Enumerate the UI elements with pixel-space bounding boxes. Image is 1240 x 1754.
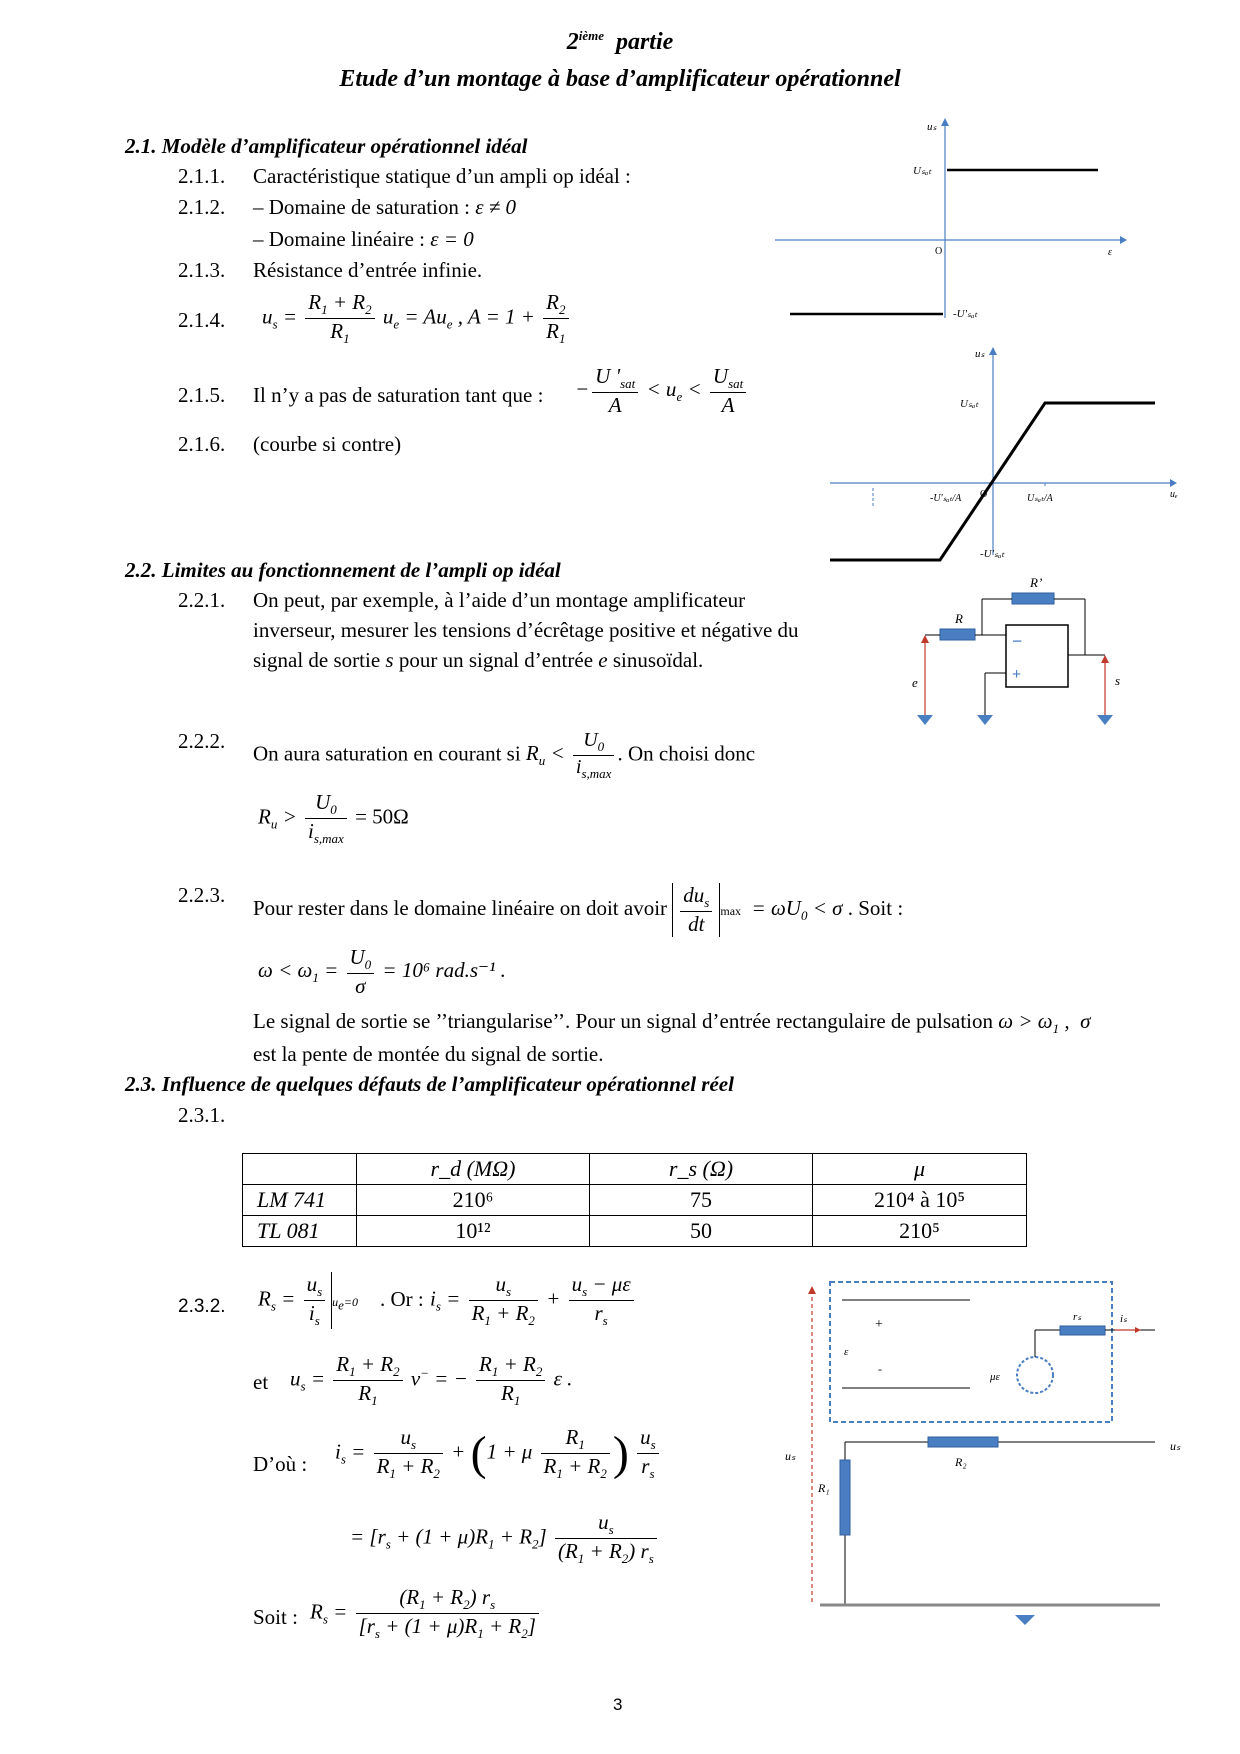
- header-cell: [243, 1154, 357, 1185]
- xneg-label: -U'ₛₐₜ/A: [930, 493, 962, 504]
- r2-resistor: [928, 1437, 998, 1447]
- section-2-3-title: 2.3. Influence de quelques défauts de l’amplificateur opérationnel réel: [125, 1072, 734, 1096]
- inverting-amplifier-schematic: [900, 575, 1130, 735]
- us-right-label: uₛ: [1170, 1439, 1181, 1453]
- table-cell: 210⁵: [813, 1216, 1027, 1247]
- feedback-resistor: [1012, 593, 1054, 604]
- usat-label: Uₛₐₜ: [913, 165, 932, 177]
- et-text: et: [253, 1370, 269, 1394]
- input-resistor: [940, 629, 975, 640]
- item-2-1-5-text: Il n’y a pas de saturation tant que :: [253, 383, 544, 407]
- s-label: s: [1115, 673, 1121, 688]
- is-label: iₛ: [1120, 1313, 1128, 1325]
- item-2-2-2-num: 2.2.2.: [178, 729, 226, 753]
- e-label: e: [912, 675, 918, 690]
- y-axis-label: uₛ: [975, 348, 985, 360]
- transfer-characteristic-graph: [830, 345, 1185, 565]
- us-equation: $u_s$ = $\frac{R_1 + R_2}{R_1}$ v− = − $\frac{R_1 + R_2}{R_1}$ ε .: [290, 1352, 573, 1409]
- table-row: [243, 1185, 1027, 1216]
- minus-sign: -: [878, 1362, 882, 1376]
- neg-usat-label: -U'ₛₐₜ: [953, 308, 978, 320]
- ground-symbol: [977, 715, 993, 725]
- item-2-1-2-num: 2.1.2.: [178, 195, 226, 219]
- rs-result-equation: $R_s$ = $\frac{(R_1 + R_2) r_s}{[r_s + (1 + \mu)R_1 + R_2]}$: [310, 1585, 542, 1642]
- is-factored-equation: = $[r_s + (1 + \mu)R_1 + R_2]$ $\frac{u_s}{(R_1 + R_2) r_s}$: [350, 1510, 660, 1567]
- item-2-1-5-num: 2.1.5.: [178, 383, 226, 407]
- ground-symbol: [917, 715, 933, 725]
- section-2-1-title: 2.1. Modèle d’amplificateur opérationnel idéal: [125, 134, 528, 158]
- document-subtitle: Etude d’un montage à base d’amplificateur opérationnel: [339, 66, 901, 92]
- ground-symbol: [1097, 715, 1113, 725]
- eps-label: ε: [844, 1346, 849, 1358]
- or-text: . Or :: [380, 1287, 424, 1311]
- item-2-2-3-num: 2.2.3.: [178, 883, 226, 907]
- rs-resistor: [1060, 1326, 1105, 1335]
- table-cell: 10¹²: [357, 1216, 590, 1247]
- table-header-row: [243, 1154, 1027, 1185]
- x-axis-label: uₑ: [1170, 489, 1178, 500]
- item-2-1-6-text: (courbe si contre): [253, 432, 402, 456]
- rprime-label: R’: [1030, 575, 1043, 590]
- header-cell: r_s (Ω): [590, 1154, 813, 1185]
- soit-text: Soit :: [253, 1605, 298, 1629]
- header-cell: r_d (MΩ): [357, 1154, 590, 1185]
- item-2-1-6-num: 2.1.6.: [178, 432, 226, 456]
- ground-symbol: [1015, 1615, 1035, 1625]
- item-2-1-1-text: Caractéristique statique d’un ampli op idéal :: [253, 164, 631, 188]
- item-2-1-5-equation: − $\frac{U '_{sat}}{A}$ < $u_e$ < $\frac{U_{sat}}{A}$: [575, 364, 749, 418]
- controlled-source: [1017, 1357, 1053, 1393]
- table-cell: LM 741: [243, 1185, 357, 1216]
- item-2-1-3-text: Résistance d’entrée infinie.: [253, 258, 483, 282]
- omega-equation: $\omega < \omega_1$ = $\frac{U_0}{\sigma}$ = 10⁶ rad.s⁻¹ .: [258, 945, 506, 999]
- neg-usat-label: -U'ₛₐₜ: [980, 548, 1005, 560]
- item-2-1-4-num: 2.1.4.: [178, 308, 226, 332]
- table-cell: 75: [590, 1185, 813, 1216]
- is-result-equation: $i_s$ = $\frac{u_s}{R_1 + R_2}$ + (1 + μ $\frac{R_1}{R_1 + R_2}$ ) $\frac{u_s}{r_s}$: [335, 1425, 662, 1482]
- plus-sign: +: [875, 1317, 883, 1332]
- table-cell: 50: [590, 1216, 813, 1247]
- page-number: 3: [613, 1695, 623, 1714]
- r2-label: R₂: [955, 1455, 967, 1469]
- item-2-2-3-note-2: est la pente de montée du signal de sortie.: [253, 1042, 604, 1066]
- dou-text: D’où :: [253, 1452, 308, 1476]
- table-cell: 210⁶: [357, 1185, 590, 1216]
- part-title: 2ième partie: [566, 28, 674, 55]
- item-2-2-1-num: 2.2.1.: [178, 588, 226, 612]
- item-2-2-1-line2: inverseur, mesurer les tensions d’écrêtage positive et négative du: [253, 618, 799, 642]
- y-axis-label: uₛ: [927, 121, 937, 133]
- opamp-model-box: [830, 1282, 1112, 1422]
- item-2-3-1-num: 2.3.1.: [178, 1103, 226, 1127]
- origin-label: O: [935, 246, 943, 257]
- us-label: uₛ: [785, 1449, 796, 1463]
- mu-eps-label: με: [990, 1371, 1000, 1383]
- output-resistance-schematic: [780, 1270, 1210, 1640]
- table-row: [243, 1216, 1027, 1247]
- is-equation: $i_s$ = $\frac{u_s}{R_1 + R_2}$ + $\frac{u_s - \mu\varepsilon}{r_s}$: [430, 1272, 637, 1329]
- x-axis-label: ε: [1108, 247, 1112, 258]
- item-2-2-1-line1: On peut, par exemple, à l’aide d’un montage amplificateur: [253, 588, 746, 612]
- r-label: R: [955, 611, 963, 626]
- item-2-2-2-text: On aura saturation en courant si $R_u$ < $\frac{U_0}{i_{s,max}}$ . On choisi donc: [253, 729, 756, 781]
- opamp-parameters-table: [242, 1153, 1027, 1247]
- r1-label: R₁: [818, 1481, 830, 1495]
- item-2-1-1-num: 2.1.1.: [178, 164, 226, 188]
- item-2-3-2-num: 2.3.2.: [178, 1296, 226, 1317]
- minus-sign: −: [1012, 631, 1023, 651]
- item-2-1-2-text-b: – Domaine linéaire : ε = 0: [253, 227, 474, 251]
- xpos-label: Uₛₐₜ/A: [1027, 493, 1053, 504]
- origin-label: O: [980, 489, 988, 500]
- item-2-2-3-text: Pour rester dans le domaine linéaire on doit avoir $\frac{du_s}{dt}$ $\max = \omega U_0 < \sigma$ . Soit :: [253, 883, 904, 937]
- header-cell: μ: [813, 1154, 1027, 1185]
- item-2-2-3-note: Le signal de sortie se ’’triangularise’’. Pour un signal d’entrée rectangulaire de pulsation $\omega > \omega_1$ , σ: [253, 1009, 1091, 1037]
- item-2-1-4-equation: $u_s$ = $\frac{R_1 + R_2}{R_1}$ $u_e = Au_e$ , A = 1 + $\frac{R_2}{R_1}$: [262, 290, 572, 347]
- ideal-characteristic-graph: [775, 118, 1130, 328]
- rs-label: rₛ: [1073, 1311, 1082, 1323]
- item-2-1-3-num: 2.1.3.: [178, 258, 226, 282]
- table-cell: TL 081: [243, 1216, 357, 1247]
- section-2-2-title: 2.2. Limites au fonctionnement de l’ampli op idéal: [125, 558, 561, 582]
- table-cell: 210⁴ à 10⁵: [813, 1185, 1027, 1216]
- rs-definition-equation: $R_s$ = $\frac{u_s}{i_s}$ $u_e=0$: [258, 1272, 359, 1329]
- r1-resistor: [840, 1460, 850, 1535]
- item-2-2-1-line3: signal de sortie s pour un signal d’entrée e sinusoïdal.: [253, 648, 704, 672]
- usat-label: Uₛₐₜ: [960, 398, 979, 410]
- plus-sign: +: [1012, 666, 1022, 683]
- item-2-1-2-text-a: – Domaine de saturation : ε ≠ 0: [253, 195, 517, 219]
- ru-equation: $R_u$ > $\frac{U_0}{i_{s,max}}$ = 50Ω: [258, 790, 409, 847]
